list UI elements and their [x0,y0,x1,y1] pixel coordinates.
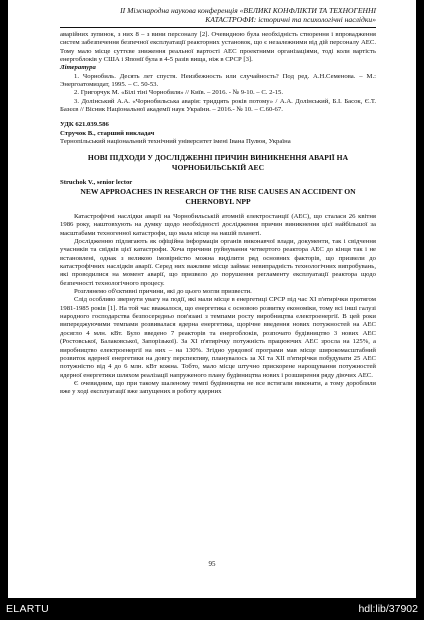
intro-paragraph: аварійних зупинок, з них 8 – з вини персоналу [2]. Очевидною була необхідність створення і впровадження систем забезпечення безпечної експлуатації реакторних установок, що є незалежними від дій персоналу АЕС. Тому мало місце суттєве зниження реальної вартості АЕС проектними організаціями, тоді коли вартість енергоблоків у США і Японії була в 4-5 разів вища, ніж в СРСР [3]. [60,31,376,64]
article-title-ua [60,153,376,172]
document-page [8,0,416,598]
page-body [60,31,376,397]
body-paragraph: Розглянемо об'єктивні причини, які до цього могли призвести. [74,288,252,296]
body-paragraph: Слід особливо звернути увагу на події, які мали місце в енергетиці СРСР під час ХІ п'ятирічки протягом 1981-1985 років [1]. На той час вважалося, що енергетика є основою розвитку економіки, тому всі інші галузі народного господарства безпосередньо пов'язані з темпами росту виробництва електроенергії. В цей роки випереджуючими темпами розвивалася ядерна енергетика, щорічне введення нових потужностей на АЕС досягло 4 млн. кВт. Було введено 7 реакторів та енергоблоків, розпочато будівництво 3 нових АЕС (Ростовської, Балаковської, Запорізької). За ХІ п'ятирічку потужність працюючих АЕС зросла на 125%, а виробництво електроенергії на них – на 130%. Згідно урядової програми мав місце широкомасштабний розвиток ядерної енергетики на довгу перспективу, планувалось за ХІ та ХІІ п'ятирічки побудувати 25 АЕС потужністю від 4 до 6 млн. кВт кожна. Тобто, мало місце штучно прискорене нарощування потужностей ядерної енергетики шляхом реалізації напруженого плану будівництва нових і розширення ряду діючих АЕС. [60,296,376,379]
running-header [60,6,376,25]
body-paragraph: Катастрофічні наслідки аварії на Чорнобильській атомній електростанції (АЕС), що сталася 26 квітня 1986 року, наштовхують на думку щодо необхідності дослідження причин виникнення цієї найбільшої за масштабами техногенної катастрофи, що мала місце на нашій планеті. [60,213,376,237]
page-number: 95 [208,560,216,568]
body-paragraph: Дослідженню підлягають як офіційна інформація органів виконавчої влади, документи, так і свідчення учасників та свідків цієї катастрофи. Хоча причини руйнування четвертого реактора АЕС до кінця так і не встановлені, однак з великою імовірністю можна виділити ряд основних факторів, що призвели до катастрофічних наслідків аварії. Серед них важливе місце займає невипрадність технологічних випробувань, які проводилися на момент аварії, що призвело до порушення регламенту експлуатації реактора щодо безпечності технологічного процесу. [60,238,376,287]
title-en-line-2: CHERNOBYL NPP [185,196,251,206]
article-affiliation: Тернопільський національний технічний університет імені Івана Пулюя, Україна [60,138,291,146]
reference-item: 3. Долінський А.А. «Чорнобильська аварія: тридцять років потому» / А.А. Долінський, Б.І. Басок, Є.Т. Базєєв // Вісник Національної академії наук України. – 2016.- № 10. – С.60-67. [60,97,376,114]
reference-item: 2. Григорчук М. «Білі тіні Чорнобиля» // Київ. – 2016. - № 9-10. – С. 2-15. [74,89,284,97]
repository-label: ELARTU [6,603,50,615]
reference-item: 1. Чорнобиль. Десять лет спустя. Неизбежность или случайность? Под ред. А.Н.Семенова. – М.: Энергоатомиздат, 1995. – С. 50-53. [60,72,376,89]
author-en: Struchok V., senior lector [60,179,133,187]
header-line-2: КАТАСТРОФИ: історичні та психологічні наслідки» [205,15,376,25]
footer-bar [0,598,424,620]
title-ua-line-2: ЧОРНОБИЛЬСЬКІЙ АЕС [171,162,265,172]
title-en-line-1: NEW APPROACHES IN RESEARCH OF THE RISE CAUSES AN ACCIDENT ON [80,187,356,197]
article-author: Стручок В., старший викладач [60,129,155,137]
udc-code: УДК 621.039.586 [60,121,109,129]
header-line-1: ІІ Міжнародна наукова конференція «ВЕЛИКІ КОНФЛІКТИ ТА ТЕХНОГЕННІ [120,6,376,15]
handle-label: hdl:lib/37902 [358,603,418,615]
header-rule [60,27,376,28]
references-heading: Література [60,64,96,72]
body-paragraph: Є очевидним, що при такому шаленому темпі будівництва не все встигали виконати, а тому доробляли вже у ході експлуатації вже запущених в роботу ядерних [60,379,376,396]
title-ua-line-1: НОВІ ПІДХОДИ У ДОСЛІДЖЕННІ ПРИЧИН ВИНИКНЕННЯ АВАРІЇ НА [87,153,349,163]
article-title-en [60,187,376,206]
